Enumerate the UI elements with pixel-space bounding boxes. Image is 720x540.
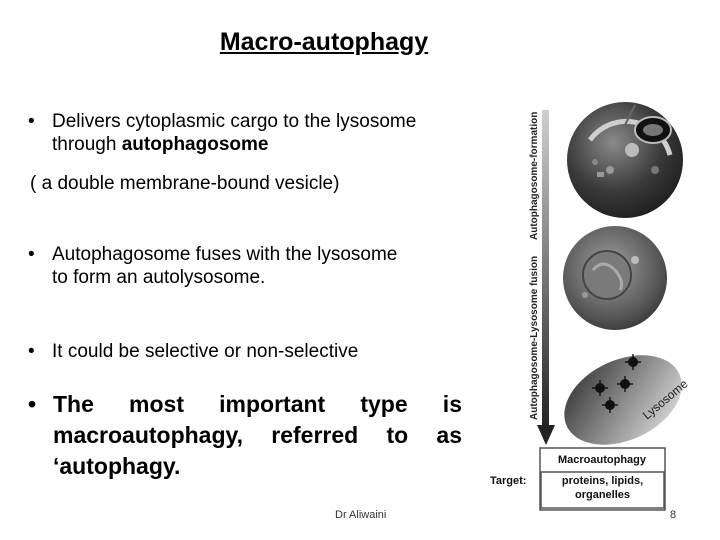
bullet-line: Autophagosome fuses with the lysosome <box>52 244 398 265</box>
bullet-line: through autophagosome <box>52 134 269 155</box>
phagophore-sphere-icon <box>567 102 683 218</box>
label-autophagosome-lysosome-fusion: Autophagosome-Lysosome fusion <box>529 255 540 420</box>
label-autophagosome-formation: Autophagosome-formation <box>529 111 540 240</box>
slide-title: Macro-autophagy <box>219 28 429 56</box>
macroautophagy-box-title: Macroautophagy <box>557 454 647 466</box>
bullet-line: Delivers cytoplasmic cargo to the lysosome <box>52 111 417 132</box>
autophagy-figure <box>485 100 695 520</box>
bullet-bold-term: autophagosome <box>121 134 269 155</box>
bullet-dot: • <box>28 341 35 362</box>
bullet-line: It could be selective or non-selective <box>52 341 359 362</box>
bullet-fusion <box>28 243 397 289</box>
important-text: The most important type is macroautophagy, referred to as ‘autophagy. <box>53 391 462 479</box>
process-arrow-head <box>537 425 555 445</box>
process-arrow-shaft <box>542 110 549 430</box>
footer-author: Dr Aliwaini <box>335 509 387 521</box>
label-lysosome: Lysosome <box>639 376 691 423</box>
bullet-dot: • <box>28 244 35 265</box>
bullet-subnote: ( a double membrane-bound vesicle) <box>30 173 340 194</box>
bullet-selective <box>28 340 358 363</box>
bullet-line: to form an autolysosome. <box>52 267 266 288</box>
bullet-important <box>28 389 462 482</box>
autophagosome-sphere-icon <box>563 226 667 330</box>
bullet-dot: • <box>28 391 37 417</box>
target-label: Target: <box>490 475 527 487</box>
bullet-dot: • <box>28 111 35 132</box>
target-items: proteins, lipids, organelles <box>561 475 644 501</box>
bullet-cargo <box>28 110 416 156</box>
page-number: 8 <box>670 509 677 521</box>
